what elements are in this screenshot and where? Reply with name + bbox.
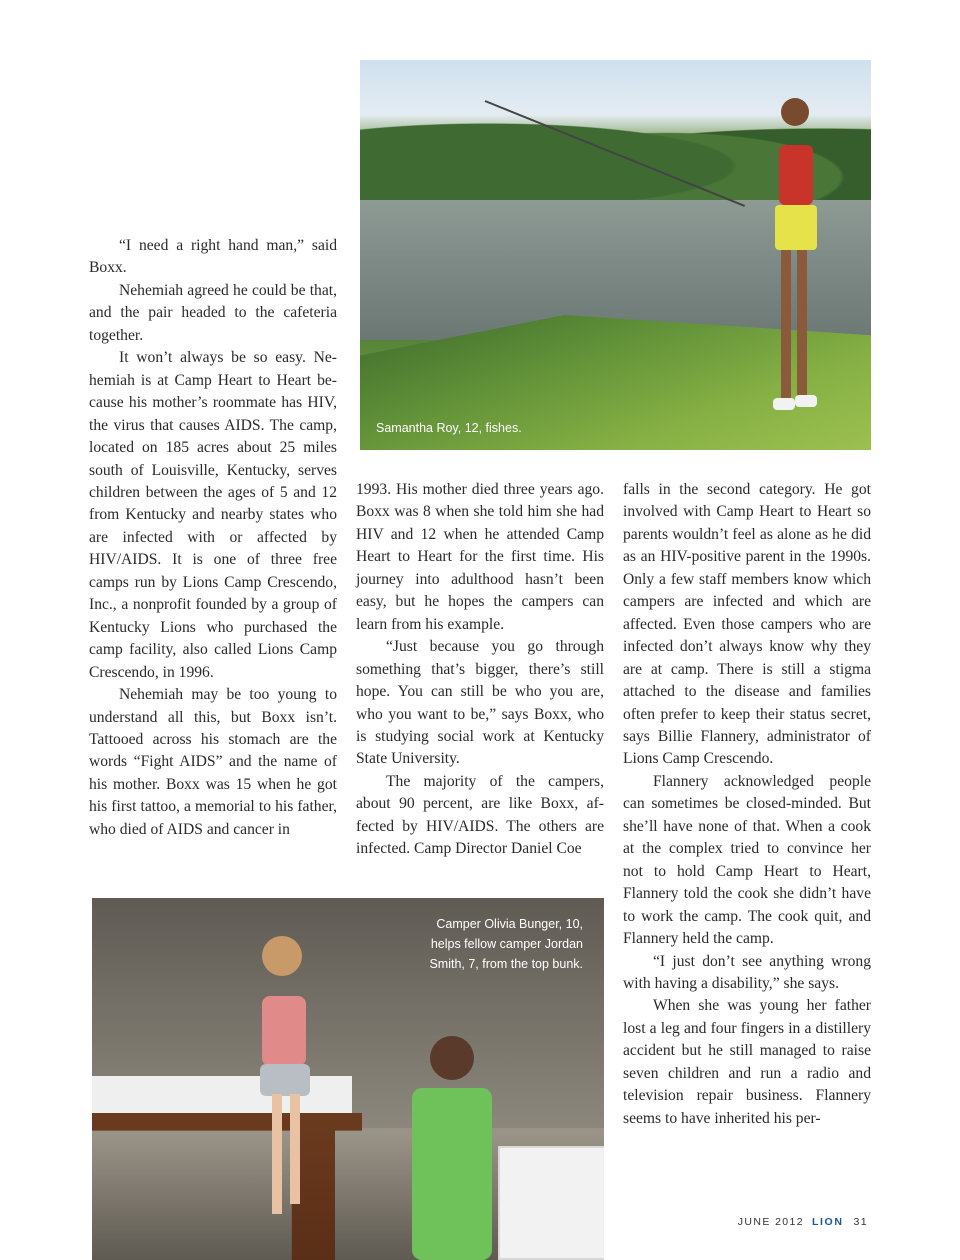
caption-line: Smith, 7, from the top bunk. (429, 957, 583, 971)
paragraph: Nehemiah agreed he could be that, and the pair headed to the cafeteria together. (89, 281, 337, 344)
paragraph: It won’t always be so easy. Nehemiah is at Camp Heart to Heart because his mother’s roommate has HIV, the virus that causes AIDS. The camp, located on 185 acres about 25 miles south of Louisville, Kentucky, serves children between the ages of 5 and 12 from Kentucky and nearby states who are infected with or affected by HIV/AIDS. It is one of three free camps run by Lions Camp Crescendo, Inc., a nonprofit founded by a group of Kentucky Lions who purchased the camp facility, also called Lions Camp Crescendo, in 1996. (89, 349, 337, 681)
paragraph: When she was young her father lost a leg and four fingers in a distillery accident but he still managed to raise seven children and run a radio and television repair business. Flannery seems to have inherited his per- (623, 997, 871, 1127)
paragraph: Flannery acknowledged people can sometimes be closed-minded. But she’ll have none of that. When a cook at the complex tried to convince her not to hold Camp Heart to Heart, Flannery told the cook she didn’t have to work the camp. The cook quit, and Flannery held the camp. (623, 772, 871, 948)
paragraph: falls in the second category. He got involved with Camp Heart to Heart so parents wouldn’t feel as alone as he did as an HIV-positive parent in the 1990s. Only a few staff members know which campers are infected and which are affected. Even those campers who are infected don’t always know why they are at camp. There is still a stigma attached to the disease and families often prefer to keep their status secret, says Billie Flannery, administrator of Lions Camp Crescendo. (623, 481, 871, 768)
photo-girl-on-bunk (242, 926, 332, 1226)
page-folio (738, 1216, 868, 1228)
caption-fishing-photo: Samantha Roy, 12, fishes. (376, 421, 522, 435)
photo-boy-helping (382, 1028, 502, 1260)
paragraph: “I just don’t see anything wrong with having a disability,” she says. (623, 952, 871, 992)
photo-girl-fishing (360, 60, 871, 450)
caption-bunk-photo (405, 914, 583, 974)
paragraph: “Just because you go through something that’s bigger, there’s still hope. You can still be who you are, who you want to be,” says Boxx, who is studying social work at Kentucky State University. (356, 638, 604, 768)
paragraph: 1993. His mother died three years ago. Boxx was 8 when she told him she had HIV and 12 when he attended Camp Heart to Heart for the first time. His journey into adulthood hasn’t been easy, but he hopes the campers can learn from his example. (356, 481, 604, 633)
paragraph: “I need a right hand man,” said Boxx. (89, 237, 337, 277)
photo-dresser (498, 1146, 604, 1260)
folio-date: JUNE 2012 (737, 1216, 805, 1228)
article-column-3 (623, 479, 871, 1130)
photo-girl-figure (745, 90, 835, 440)
caption-line: helps fellow camper Jordan (430, 937, 583, 951)
article-column-2 (356, 479, 604, 861)
article-column-1 (89, 235, 337, 841)
folio-magazine-name: LION (812, 1216, 844, 1228)
caption-line: Camper Olivia Bunger, 10, (436, 917, 583, 931)
folio-page-number: 31 (853, 1216, 868, 1228)
paragraph: The majority of the campers, about 90 percent, are like Boxx, affected by HIV/AIDS. The others are infected. Camp Director Daniel Coe (356, 772, 604, 858)
paragraph: Nehemiah may be too young to understand all this, but Boxx isn’t. Tattooed across his stomach are the words “Fight AIDS” and the name of his mother. Boxx was 15 when he got his first tattoo, a memorial to his father, who died of AIDS and cancer in (89, 686, 337, 838)
